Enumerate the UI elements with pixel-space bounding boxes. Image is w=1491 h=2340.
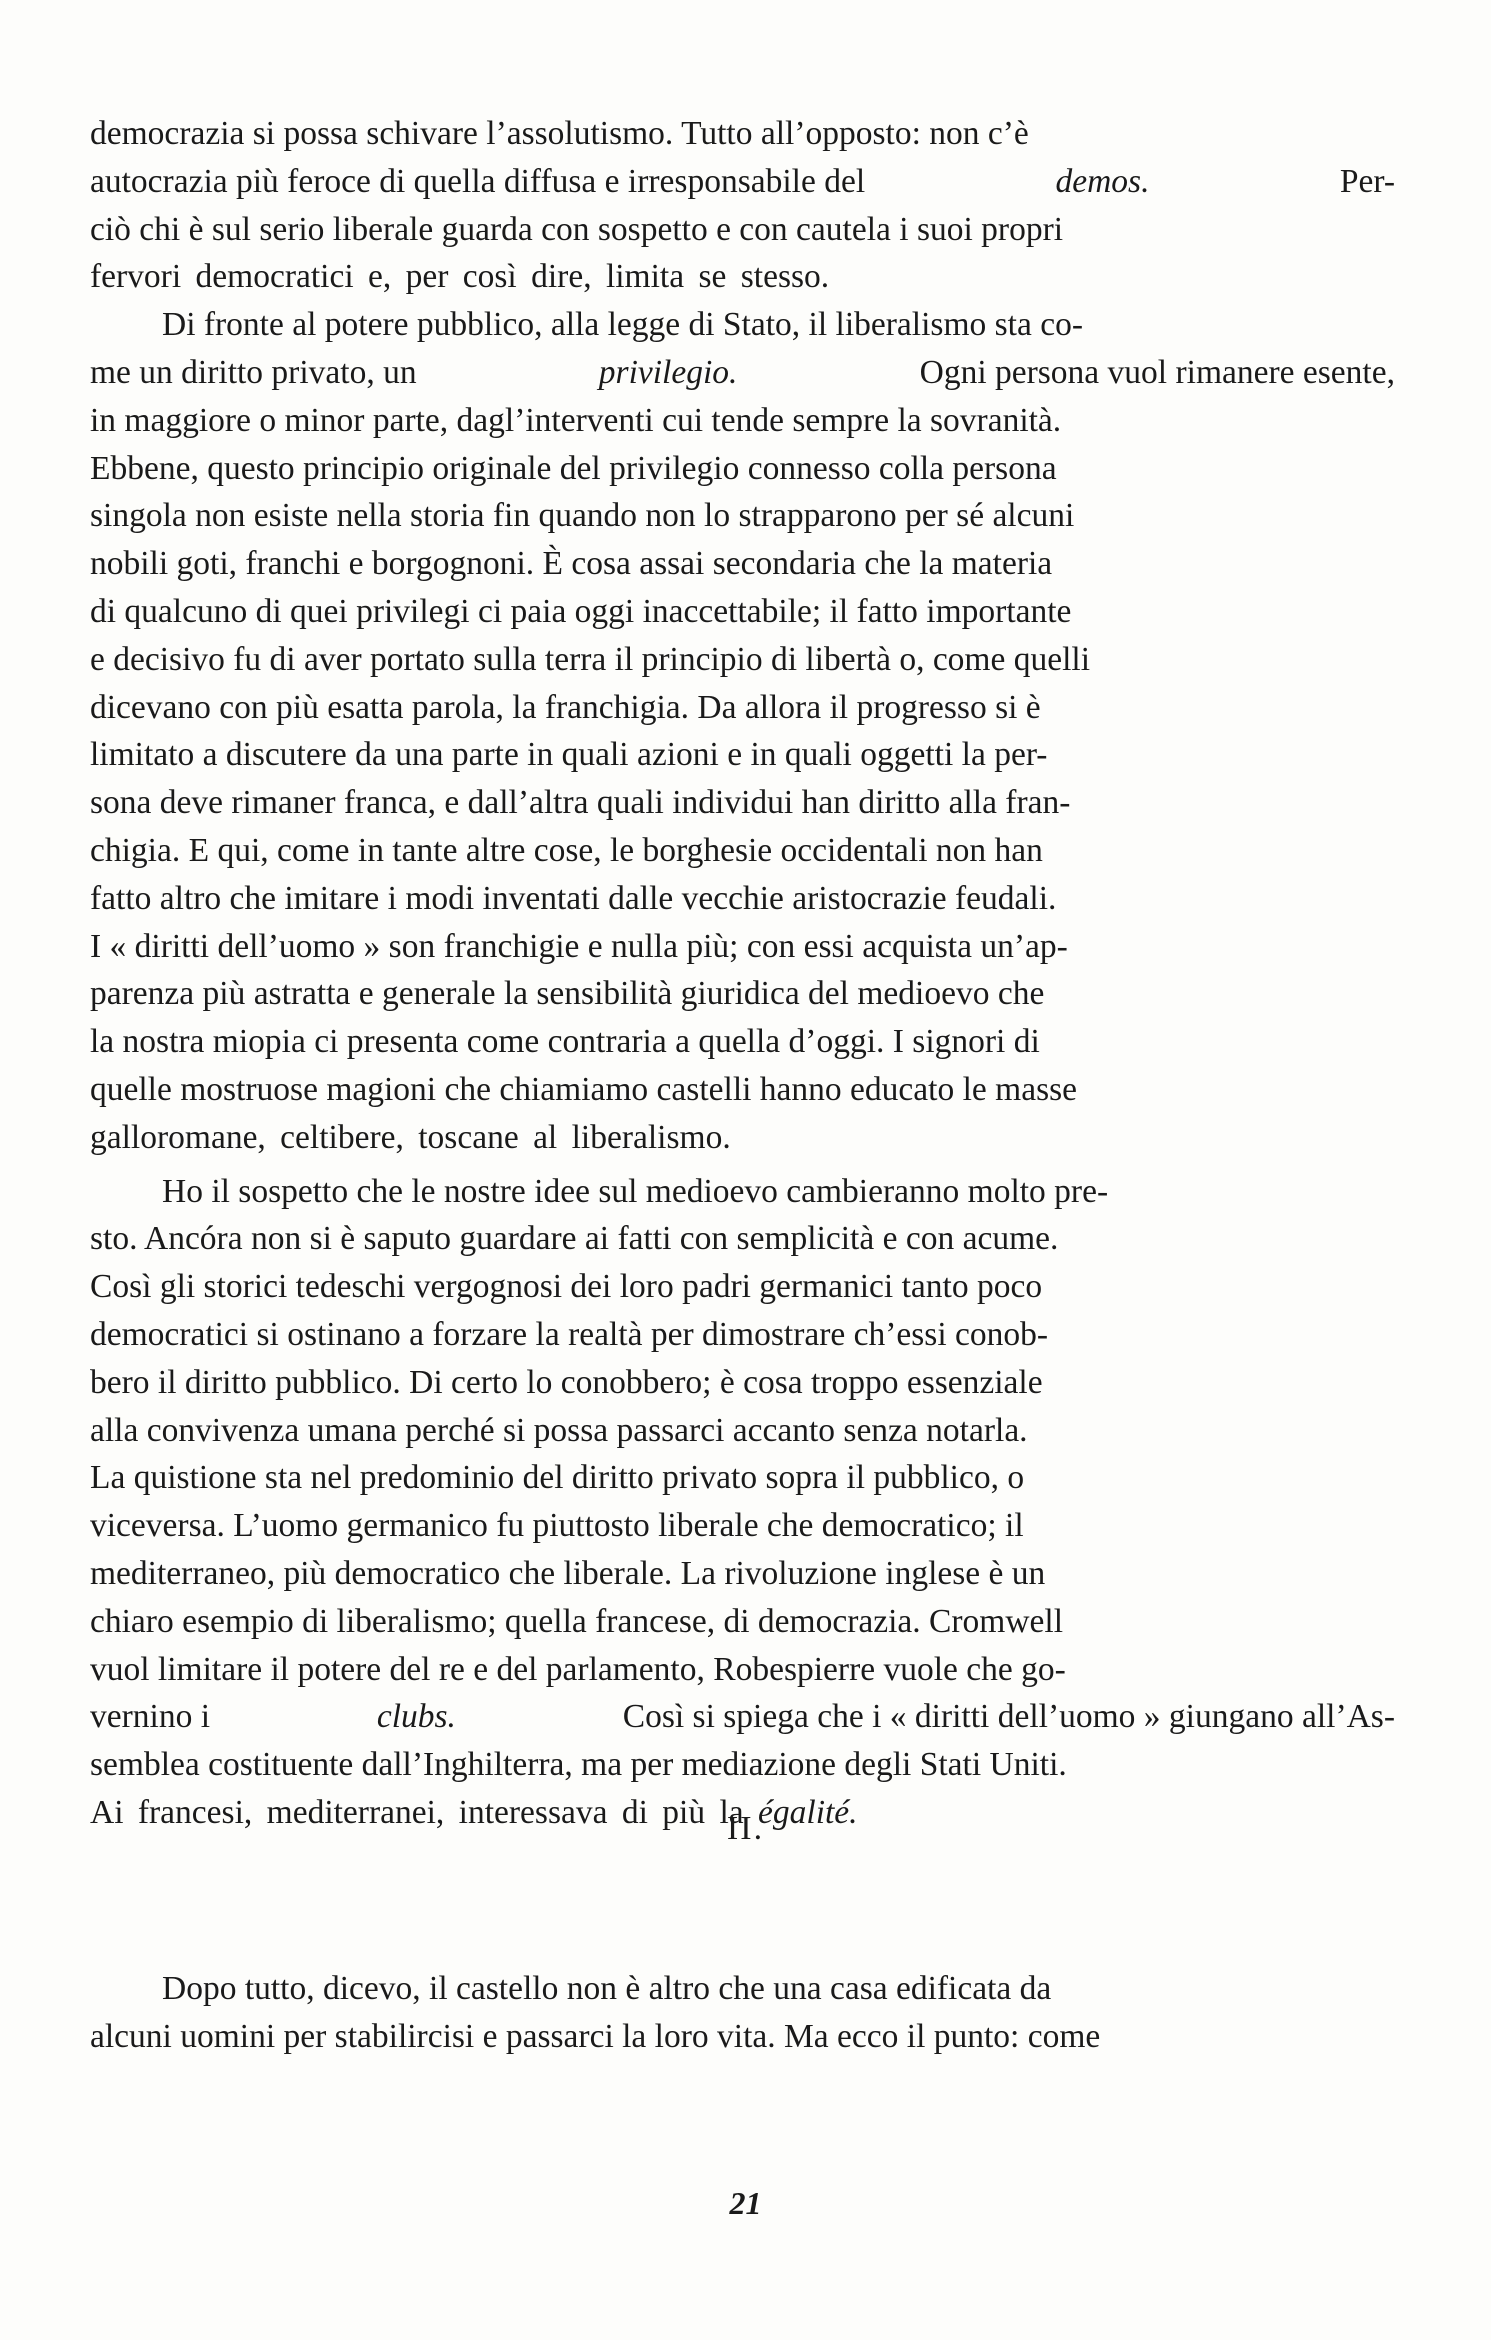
text-line: Di fronte al potere pubblico, alla legge di Stato, il liberalismo sta co- xyxy=(162,306,1083,344)
text-span: Ai francesi, mediterranei, interessava di più la xyxy=(90,1793,744,1831)
text-line: la nostra miopia ci presenta come contraria a quella d’oggi. I signori di xyxy=(90,1023,1040,1061)
text-line: fervori democratici e, per così dire, limita se stesso. xyxy=(90,258,830,296)
text-line: La quistione sta nel predominio del diritto privato sopra il pubblico, o xyxy=(90,1459,1025,1497)
text-line: chiaro esempio di liberalismo; quella francese, di democrazia. Cromwell xyxy=(90,1602,1064,1640)
italic-word: égalité. xyxy=(758,1793,858,1831)
text-line: alcuni uomini per stabilircisi e passarci la loro vita. Ma ecco il punto: come xyxy=(90,2017,1101,2055)
text-line: di qualcuno di quei privilegi ci paia oggi inaccettabile; il fatto importante xyxy=(90,592,1072,630)
text-line: alla convivenza umana perché si possa passarci accanto senza notarla. xyxy=(90,1411,1028,1449)
text-line: Ebbene, questo principio originale del privilegio connesso colla persona xyxy=(90,449,1057,487)
main-text-continued xyxy=(90,1965,1395,2061)
text-line: sona deve rimaner franca, e dall’altra quali individui han diritto alla fran- xyxy=(90,784,1071,822)
text-span: Per- xyxy=(1339,162,1395,200)
text-line: chigia. E qui, come in tante altre cose, le borghesie occidentali non han xyxy=(90,831,1043,869)
italic-word: demos. xyxy=(1055,162,1150,200)
text-span: Così si spiega che i « diritti dell’uomo » giungano all’As- xyxy=(622,1698,1395,1736)
text-line xyxy=(90,349,1395,397)
italic-word: privilegio. xyxy=(598,353,738,391)
text-line: in maggiore o minor parte, dagl’interventi cui tende sempre la sovranità. xyxy=(90,401,1062,439)
text-line: singola non esiste nella storia fin quando non lo strapparono per sé alcuni xyxy=(90,497,1075,535)
text-line: quelle mostruose magioni che chiamiamo castelli hanno educato le masse xyxy=(90,1070,1078,1108)
text-line: Dopo tutto, dicevo, il castello non è altro che una casa edificata da xyxy=(162,1970,1052,2007)
text-line: mediterraneo, più democratico che liberale. La rivoluzione inglese è un xyxy=(90,1554,1046,1592)
text-line: parenza più astratta e generale la sensibilità giuridica del medioevo che xyxy=(90,975,1045,1013)
text-line: e decisivo fu di aver portato sulla terra il principio di libertà o, come quelli xyxy=(90,640,1091,678)
text-line: nobili goti, franchi e borgognoni. È cosa assai secondaria che la materia xyxy=(90,545,1053,583)
text-span: me un diritto privato, un xyxy=(90,353,417,391)
text-line xyxy=(90,158,1395,206)
main-text xyxy=(90,110,1395,1837)
text-line: limitato a discutere da una parte in quali azioni e in quali oggetti la per- xyxy=(90,736,1048,774)
text-line: bero il diritto pubblico. Di certo lo conobbero; è cosa troppo essenziale xyxy=(90,1363,1043,1401)
text-span: Ogni persona vuol rimanere esente, xyxy=(919,353,1395,391)
text-line: Così gli storici tedeschi vergognosi dei loro padri germanici tanto poco xyxy=(90,1268,1043,1306)
text-line: vuol limitare il potere del re e del parlamento, Robespierre vuole che go- xyxy=(90,1650,1066,1688)
text-line: viceversa. L’uomo germanico fu piuttosto liberale che democratico; il xyxy=(90,1507,1024,1545)
text-line: ciò chi è sul serio liberale guarda con sospetto e con cautela i suoi propri xyxy=(90,210,1064,248)
page-number: 21 xyxy=(729,2185,762,2221)
text-line: dicevano con più esatta parola, la franchigia. Da allora il progresso si è xyxy=(90,688,1041,726)
text-line: democrazia si possa schivare l’assolutismo. Tutto all’opposto: non c’è xyxy=(90,115,1029,152)
text-line xyxy=(90,1693,1395,1741)
text-line: semblea costituente dall’Inghilterra, ma per mediazione degli Stati Uniti. xyxy=(90,1746,1067,1784)
text-line: Ho il sospetto che le nostre idee sul medioevo cambieranno molto pre- xyxy=(162,1172,1109,1210)
text-line: sto. Ancóra non si è saputo guardare ai fatti con semplicità e con acume. xyxy=(90,1220,1059,1258)
section-heading: II. xyxy=(726,1810,765,1847)
text-span: autocrazia più feroce di quella diffusa e irresponsabile del xyxy=(90,162,866,200)
text-line: I « diritti dell’uomo » son franchigie e nulla più; con essi acquista un’ap- xyxy=(90,927,1068,965)
text-line: democratici si ostinano a forzare la realtà per dimostrare ch’essi conob- xyxy=(90,1315,1049,1353)
text-line: galloromane, celtibere, toscane al liberalismo. xyxy=(90,1118,731,1156)
text-line: fatto altro che imitare i modi inventati dalle vecchie aristocrazie feudali. xyxy=(90,879,1057,917)
text-span: vernino i xyxy=(90,1698,211,1736)
italic-word: clubs. xyxy=(376,1698,456,1736)
